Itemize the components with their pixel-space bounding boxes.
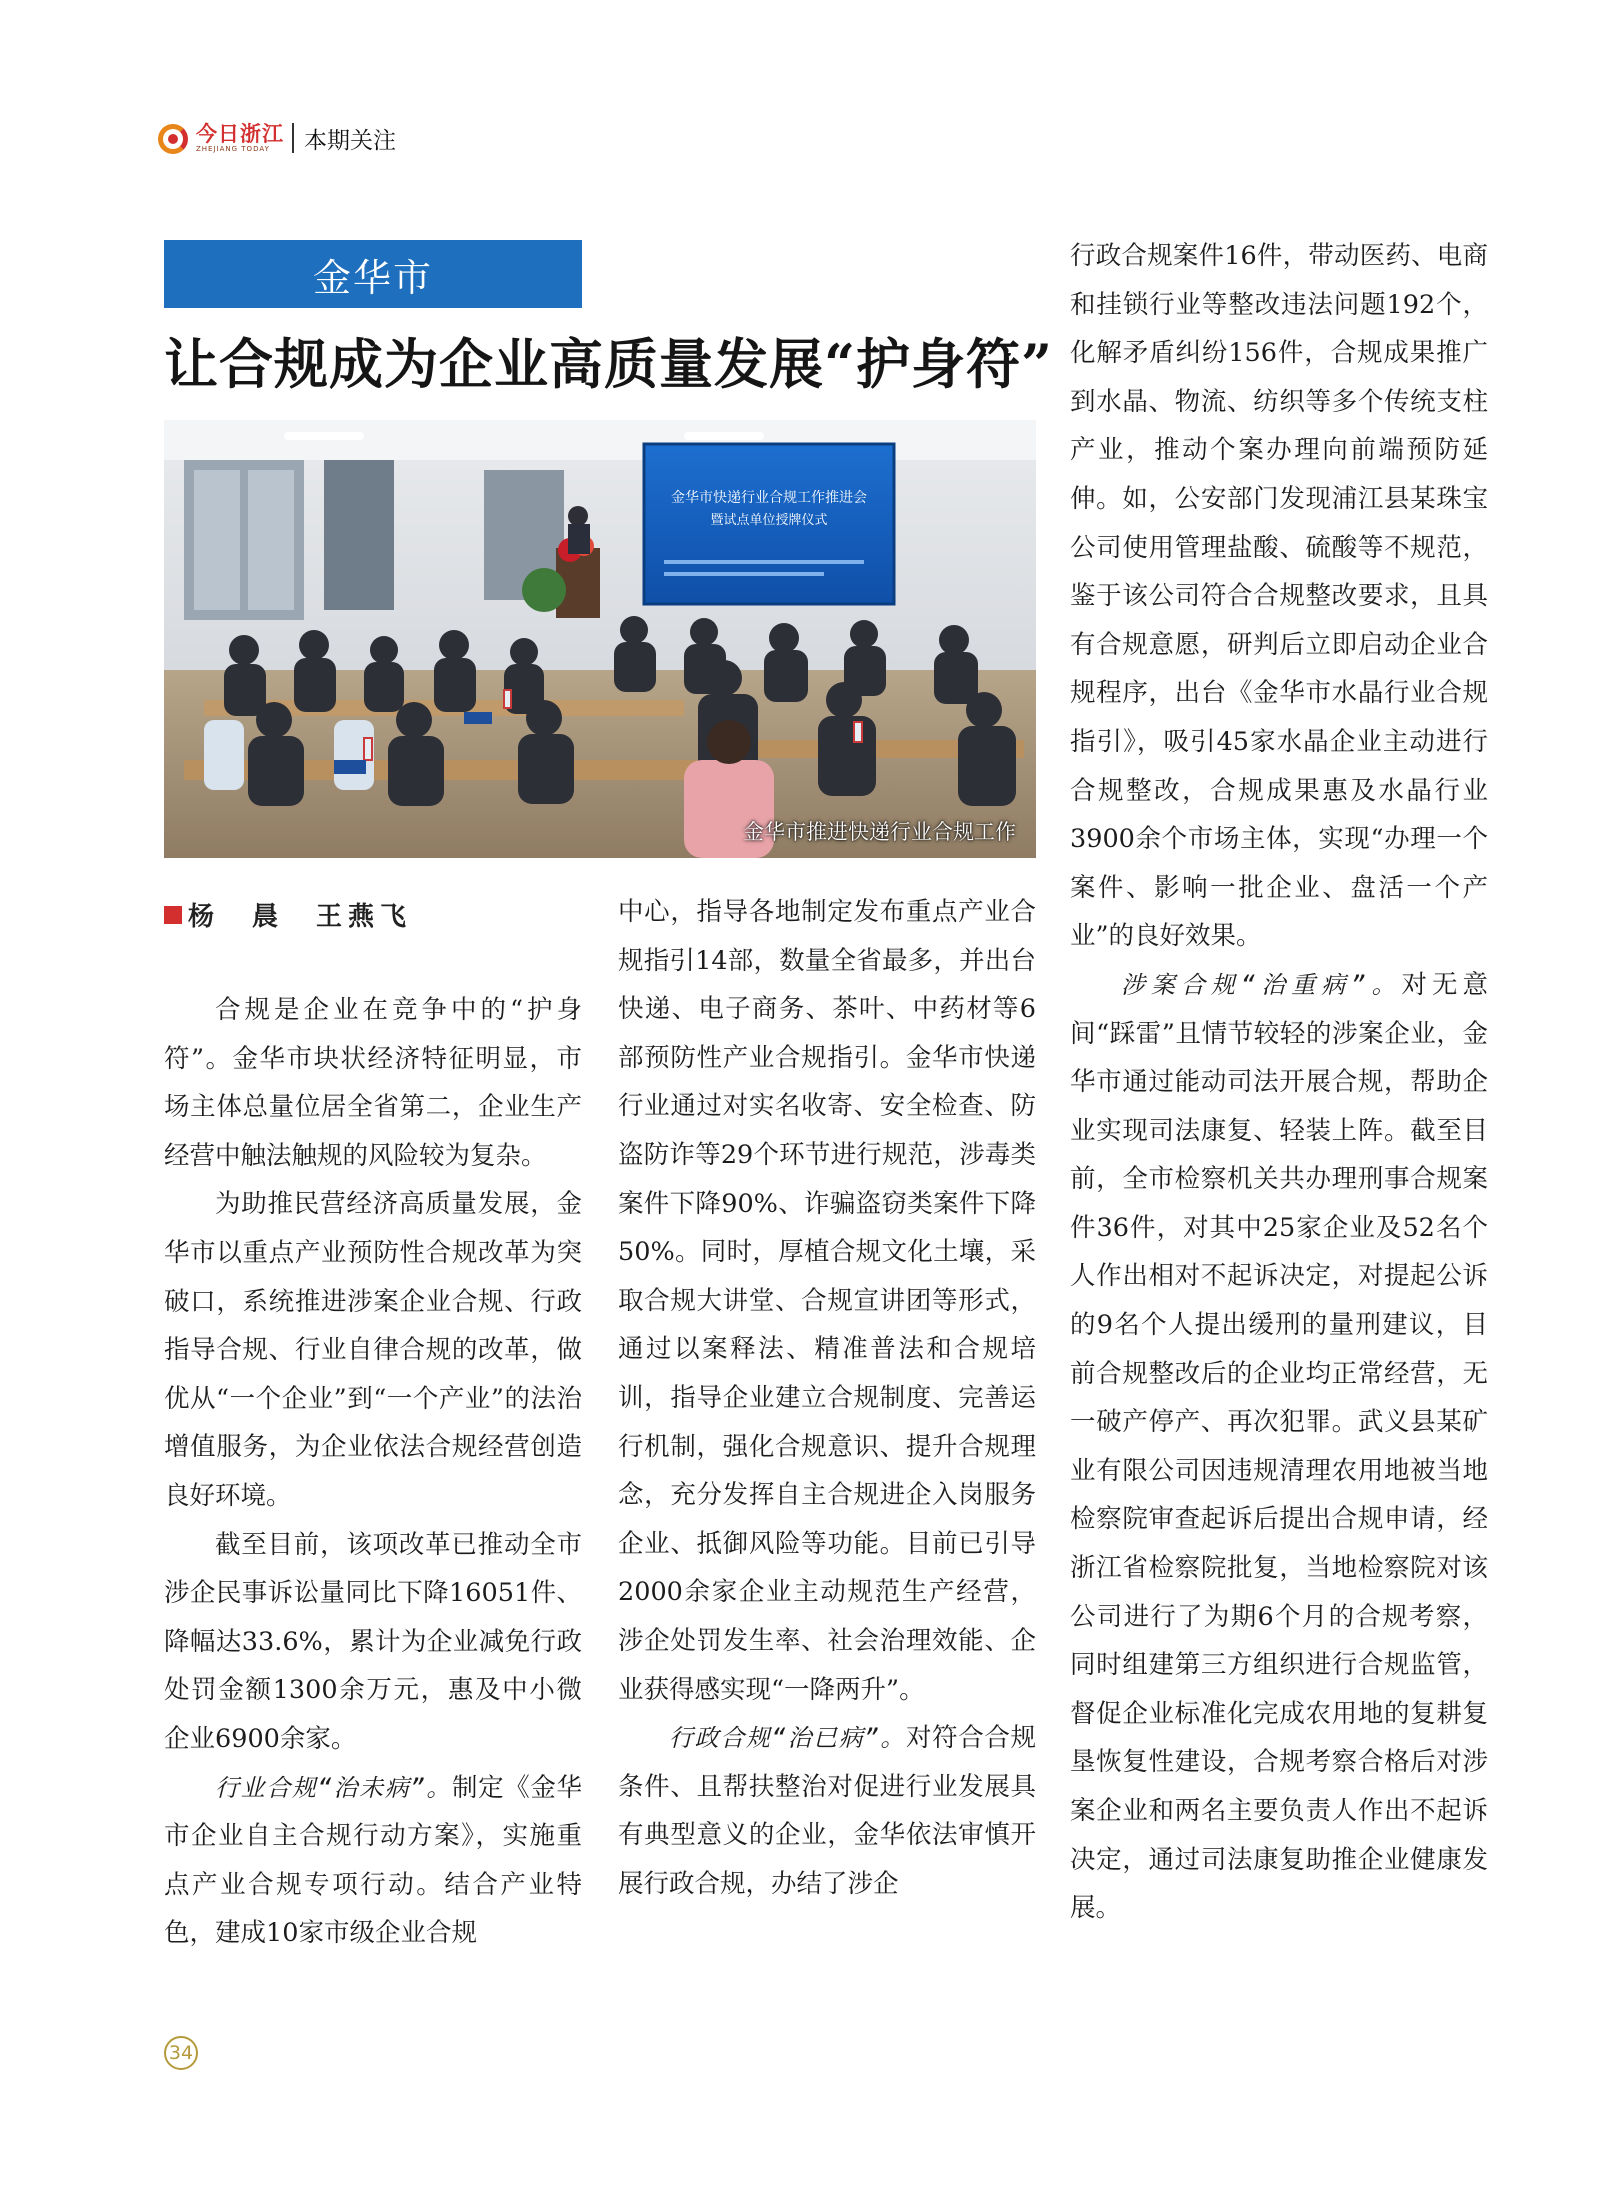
logo-text [196, 123, 284, 153]
paragraph: 合规是企业在竞争中的“护身符”。金华市块状经济特征明显，市场主体总量位居全省第二，企业生产经营中触法触规的风险较为复杂。 [164, 995, 582, 1171]
paragraph-text: 对无意间“踩雷”且情节较轻的涉案企业，金华市通过能动司法开展合规，帮助企业实现司法康复、轻装上阵。截至目前，全市检察机关共办理刑事合规案件36件，对其中25家企业及52名个人作出相对不起诉决定，对提起公诉的9名个人提出缓刑的量刑建议，目前合规整改后的企业均正常经营，无一破产停产、再次犯罪。武义县某矿业有限公司因违规清理农用地被当地检察院审查起诉后提出合规申请，经浙江省检察院批复，当地检察院对该公司进行了为期6个月的合规考察，同时组建第三方组织进行合规监管，督促企业标准化完成农用地的复耕复垦恢复性建设，合规考察合格后对涉案企业和两名主要负责人作出不起诉决定，通过司法康复助推企业健康发展。 [1070, 969, 1488, 1924]
subheading-lead: 行业合规“治未病”。 [215, 1773, 453, 1802]
paragraph-text: 对符合合规条件、且帮扶整治对促进行业发展具有典型意义的企业，金华依法审慎开展行政合规，办结了涉企 [618, 1723, 1036, 1899]
column-2 [618, 888, 1036, 1908]
subheading-lead: 行政合规“治已病”。 [669, 1724, 907, 1753]
logo-en: ZHEJIANG TODAY [196, 145, 270, 153]
paragraph [618, 1714, 1036, 1908]
logo-cn: 今日浙江 [196, 121, 284, 146]
photo-caption: 金华市推进快递行业合规工作 [743, 820, 1016, 844]
paragraph-text: 制定《金华市企业自主合规行动方案》，实施重点产业合规专项行动。结合产业特色，建成10家市级企业合规 [164, 1772, 582, 1949]
byline-authors: 杨 晨 王燕飞 [188, 902, 413, 932]
paragraph: 中心，指导各地制定发布重点产业合规指引14部，数量全省最多，并出台快递、电子商务、茶叶、中药材等6部预防性产业合规指引。金华市快递行业通过对实名收寄、安全检查、防盗防诈等29个环节进行规范，涉毒类案件下降90%、诈骗盗窃类案件下降50%。同时，厚植合规文化土壤，采取合规大讲堂、合规宣讲团等形式，通过以案释法、精准普法和合规培训，指导企业建立合规制度、完善运行机制，强化合规意识、提升合规理念，充分发挥自主合规进企入岗服务企业、抵御风险等功能。目前已引导2000余家企业主动规范生产经营，涉企处罚发生率、社会治理效能、企业获得感实现“一降两升”。 [618, 897, 1036, 1705]
paragraph: 为助推民营经济高质量发展，金华市以重点产业预防性合规改革为突破口，系统推进涉案企业合规、行政指导合规、行业自律合规的改革，做优从“一个企业”到“一个产业”的法治增值服务，为企业依法合规经营创造良好环境。 [164, 1189, 582, 1511]
paragraph [1070, 961, 1488, 1933]
column-1 [164, 986, 582, 1958]
masthead [158, 118, 396, 158]
article-photo [164, 420, 1036, 858]
byline-marker-icon [164, 906, 182, 924]
screen-subtitle: 暨试点单位授牌仪式 [710, 513, 828, 528]
screen-title: 金华市快递行业合规工作推进会 [671, 490, 867, 506]
masthead-divider [292, 123, 294, 153]
column-3 [1070, 232, 1488, 1933]
byline [164, 896, 412, 933]
paragraph: 行政合规案件16件，带动医药、电商和挂锁行业等整改违法问题192个，化解矛盾纠纷156件，合规成果推广到水晶、物流、纺织等多个传统支柱产业，推动个案办理向前端预防延伸。如，公安部门发现浦江县某珠宝公司使用管理盐酸、硫酸等不规范，鉴于该公司符合合规整改要求，且具有合规意愿，研判后立即启动企业合规程序，出台《金华市水晶行业合规指引》，吸引45家水晶企业主动进行合规整改，合规成果惠及水晶行业3900余个市场主体，实现“办理一个案件、影响一批企业、盘活一个产业”的良好效果。 [1070, 241, 1488, 952]
paragraph [164, 1764, 582, 1958]
city-banner: 金华市 [164, 240, 582, 308]
paragraph: 截至目前，该项改革已推动全市涉企民事诉讼量同比下降16051件、降幅达33.6%，累计为企业减免行政处罚金额1300余万元，惠及中小微企业6900余家。 [164, 1529, 582, 1754]
meeting-photo-illustration [164, 420, 1036, 858]
page-number: 34 [164, 2036, 198, 2070]
article-headline: 让合规成为企业高质量发展“护身符” [164, 332, 1054, 396]
subheading-lead: 涉案合规“治重病”。 [1121, 970, 1402, 999]
section-label: 本期关注 [304, 127, 396, 154]
zhejiang-today-logo-icon [158, 121, 192, 155]
